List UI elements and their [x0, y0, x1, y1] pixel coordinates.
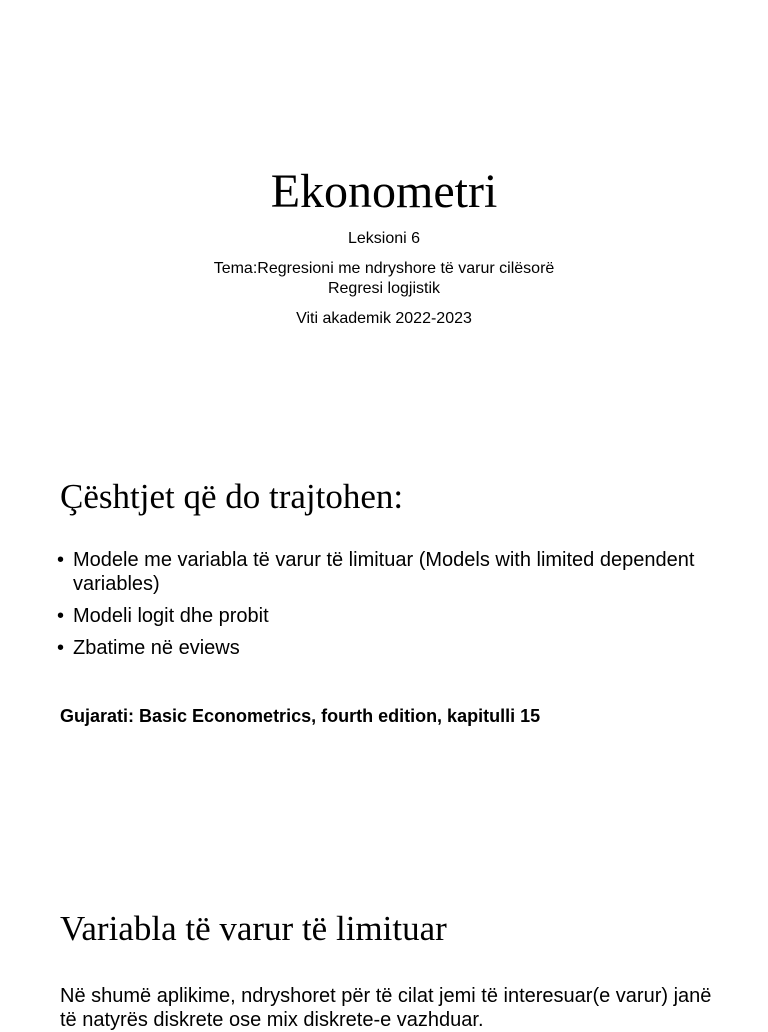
lesson-topic: Tema:Regresioni me ndryshore të varur cilësorë: [213, 260, 555, 277]
lesson-number: Leksioni 6: [347, 230, 421, 247]
issues-heading: Çështjet që do trajtohen:: [60, 477, 404, 516]
title-slide: [0, 0, 768, 420]
list-item: [57, 636, 717, 660]
lesson-subtopic: Regresi logjistik: [327, 280, 441, 297]
bullet-text: Modeli logit dhe probit: [73, 605, 269, 627]
bullet-icon: •: [57, 549, 65, 571]
limited-variables-paragraph: Në shumë aplikime, ndryshoret për të cilat jemi të interesuar(e varur) janë të natyrës diskrete ose mix diskrete-e vazhduar.: [60, 985, 712, 1031]
limited-variables-heading: Variabla të varur të limituar: [60, 909, 447, 948]
presentation-title: Ekonometri: [270, 165, 498, 218]
limited-variables-slide: [0, 880, 768, 1031]
subtitle-block: [0, 229, 768, 329]
issues-slide: [0, 430, 768, 870]
list-item: [57, 548, 717, 596]
academic-year: Viti akademik 2022-2023: [296, 310, 472, 327]
bullet-icon: •: [57, 605, 65, 627]
bullet-text: Modele me variabla të varur të limituar (Models with limited dependent variables): [73, 549, 695, 595]
list-item: [57, 604, 717, 628]
issues-bullet-list: [57, 548, 717, 668]
bullet-icon: •: [57, 637, 65, 659]
textbook-reference: Gujarati: Basic Econometrics, fourth edition, kapitulli 15: [60, 706, 541, 726]
bullet-text: Zbatime në eviews: [73, 637, 240, 659]
